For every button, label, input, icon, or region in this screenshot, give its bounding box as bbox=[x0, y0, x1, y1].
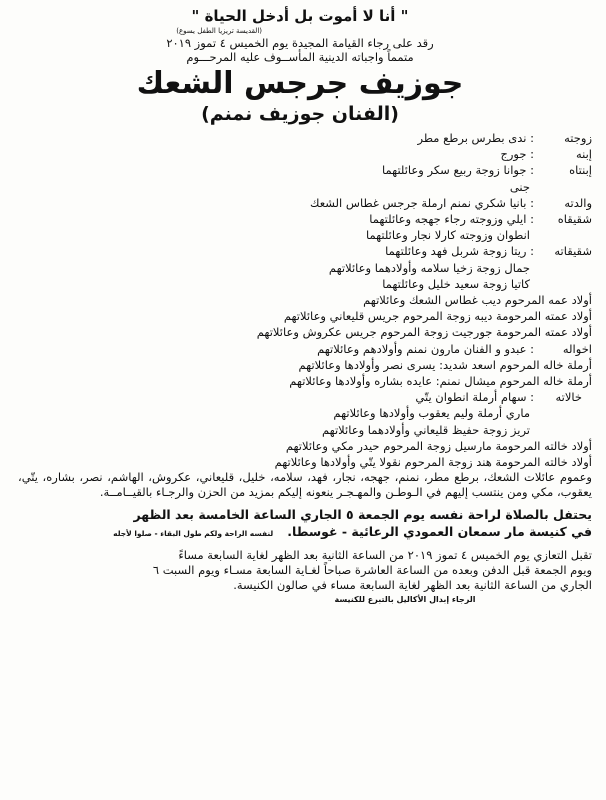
family-member: ايلي وزوجته رجاء جهجه وعائلتهما bbox=[369, 212, 527, 227]
family-member: جمال زوجة زخيا سلامه وأولادهما وعائلاتهم bbox=[328, 260, 530, 275]
relative-line: أولاد عمته المرحومة جورجيت زوجة المرحوم جريس عكروش وعائلاتهم bbox=[256, 325, 592, 340]
family-label: إبنتاه bbox=[569, 163, 592, 178]
aunt-member: ماري أرملة وليم يعقوب وأولادها وعائلاتهم bbox=[333, 406, 530, 421]
quote-source: (القديسة تريزيا الطفل يسوع) bbox=[176, 27, 262, 35]
cousin-line: أولاد خالته المرحومة مارسيل زوجة المرحوم حيدر مكي وعائلاتهم bbox=[285, 438, 592, 453]
intro-line-1: رقد على رجاء القيامة المجيدة يوم الخميس ٤ تموز ٢٠١٩ bbox=[166, 36, 434, 50]
uncles-text: عبدو و الفنان مارون نمنم وأولادهم وعائلاتهم bbox=[317, 341, 527, 356]
families-paragraph: وعموم عائلات الشعك، برطع مطر، نمنم، جهجه، نجار، فهد، سلامه، خليل، قليعاني، عكروش، الهاشم، نصر، بشاره، يتّي، يعقوب، مكي ومن ينتسب إليهم في الـوطـن والمهـجـر ينعونه إليكم بمزيد من الحزن والرجـاء بالقيــامــة. bbox=[18, 470, 592, 500]
family-row: شقيقاته : ريتا زوجة شربل فهد وعائلتهما bbox=[385, 244, 592, 259]
family-member: كاتيا زوجة سعيد خليل وعائلتهما bbox=[382, 276, 530, 291]
family-label: زوجته bbox=[564, 131, 592, 145]
aunt-member: تريز زوجة حفيظ قليعاني وأولادهما وعائلاتهم bbox=[321, 422, 530, 437]
aunts-row: خالاته : سهام أرملة انطوان يتّي bbox=[8, 389, 592, 405]
family-label: إبنه bbox=[575, 147, 592, 162]
family-member: جنى bbox=[509, 179, 530, 194]
family-row: إبنتاه : جوانا زوجة ربيع سكر وعائلتهما bbox=[381, 163, 592, 178]
family-member: ندى بطرس برطع مطر bbox=[417, 131, 527, 145]
condolence-line: الجاري من الساعة الثانية بعد الظهر لغاية السابعة مساء في صالون الكنيسة. bbox=[233, 578, 592, 593]
family-row: زوجته : ندى بطرس برطع مطر bbox=[417, 131, 592, 145]
funeral-line-2: في كنيسة مار سمعان العمودي الرعائية - غوسطا. bbox=[287, 524, 592, 540]
family-label: شقيقاه bbox=[557, 212, 592, 227]
uncles-label: اخواله bbox=[562, 341, 592, 356]
funeral-line-1: يحتفل بالصلاة لراحة نفسه يوم الجمعة ٥ الجاري الساعة الخامسة بعد الظهر bbox=[133, 507, 592, 523]
family-label: والدته bbox=[564, 195, 592, 210]
family-member: انطوان وزوجته كارلا نجار وعائلتهما bbox=[365, 228, 530, 243]
relative-line: أولاد عمه المرحوم ديب غطاس الشعك وعائلاتهم bbox=[363, 293, 592, 308]
condolences bbox=[8, 548, 592, 593]
quote: " أنا لا أموت بل أدخل الحياة " bbox=[191, 7, 409, 25]
family-member: جوانا زوجة ربيع سكر وعائلتهما bbox=[381, 163, 527, 178]
deceased-alias: (الفنان جوزيف نمنم) bbox=[201, 103, 399, 125]
intro-line-2: متمماً واجباته الدينية المأســوف عليه المرحـــوم bbox=[186, 50, 414, 64]
family-member: ريتا زوجة شربل فهد وعائلتهما bbox=[385, 244, 527, 259]
family-list bbox=[8, 130, 592, 470]
funeral-announcement bbox=[8, 506, 592, 542]
family-row: إبنه : جورج bbox=[500, 147, 592, 162]
cousin-line: أولاد خالته المرحومة هند زوجة المرحوم نقولا يتّي وأولادها وعائلاتهم bbox=[274, 455, 592, 470]
prayer-note: لنفسه الراحة ولكم طول البقاء - صلوا لأجله bbox=[113, 529, 274, 539]
family-member: جورج bbox=[500, 147, 527, 162]
deceased-name: جوزيف جرجس الشعك bbox=[136, 66, 464, 101]
widow-line: أرملة خاله المرحوم ميشال نمنم: عايده بشاره وأولادها وعائلاتهم bbox=[289, 374, 592, 389]
condolence-line: تقبل التعازي يوم الخميس ٤ تموز ٢٠١٩ من الساعة الثانية بعد الظهر لغاية السابعة مساءً bbox=[178, 548, 592, 563]
family-row: والدته : بانيا شكري نمنم ارملة جرجس غطاس الشعك bbox=[310, 195, 592, 210]
condolence-line: ويوم الجمعة قبل الدفن وبعده من الساعة العاشرة صباحاً لغـاية السابعة مسـاء ويوم السبت ٦ bbox=[152, 563, 592, 578]
widow-line: أرملة خاله المرحوم اسعد شديد: يسرى نصر وأولادها وعائلاتهم bbox=[298, 357, 592, 372]
uncles-row: اخواله : عبدو و الفنان مارون نمنم وأولادهم وعائلاتهم bbox=[317, 341, 592, 356]
aunts-label: خالاته bbox=[555, 390, 582, 405]
wreath-request: الرجاء إبدال الأكاليل بالتبرع للكنيسة bbox=[334, 595, 476, 605]
relative-line: أولاد عمته المرحومة ديبه زوجة المرحوم جريس قليعاني وعائلاتهم bbox=[283, 309, 592, 324]
aunt-member: سهام أرملة انطوان يتّي bbox=[415, 390, 527, 405]
family-label: شقيقاته bbox=[554, 244, 592, 259]
family-member: بانيا شكري نمنم ارملة جرجس غطاس الشعك bbox=[310, 195, 527, 210]
family-row: شقيقاه : ايلي وزوجته رجاء جهجه وعائلتهما bbox=[369, 212, 592, 227]
